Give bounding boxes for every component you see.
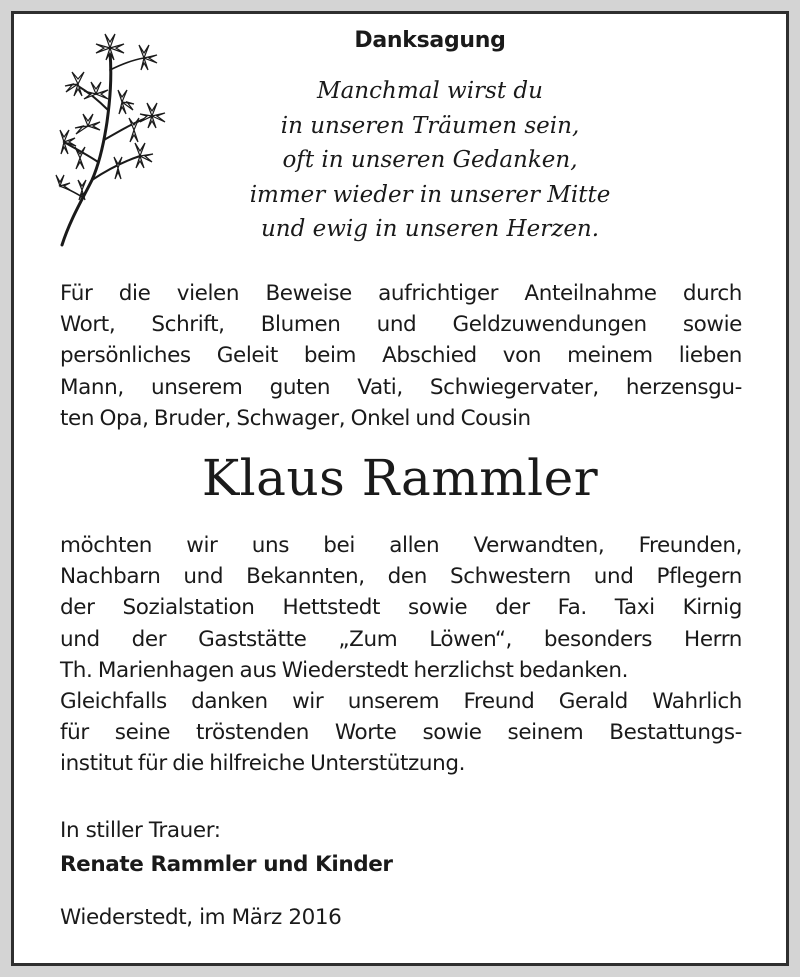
paragraph-line: möchten wir uns bei allen Verwandten, Freunden, [60, 533, 742, 558]
thanks-paragraph-intro [60, 278, 742, 434]
thanks-paragraph-body [60, 530, 742, 780]
signature-intro: In stiller Trauer: [60, 818, 221, 843]
paragraph-line: der Sozialstation Hettstedt sowie der Fa. Taxi Kirnig [60, 595, 742, 621]
poem-verse [205, 74, 655, 247]
forsythia-branch-icon [52, 30, 182, 248]
poem-line: in unseren Träumen sein, [280, 112, 580, 139]
deceased-name: Klaus Rammler [201, 449, 599, 507]
paragraph-line: für seine tröstenden Worte sowie seinem Bestattungs- [60, 720, 742, 746]
poem-line: Manchmal wirst du [317, 78, 543, 104]
paragraph-line: institut für die hilfreiche Unterstützung. [60, 751, 466, 777]
paragraph-line: Th. Marienhagen aus Wiederstedt herzlichst bedanken. [60, 657, 629, 683]
paragraph-line: und der Gaststätte „Zum Löwen“, besonders Herrn [60, 626, 742, 652]
paragraph-line: ten Opa, Bruder, Schwager, Onkel und Cousin [60, 405, 531, 431]
poem-line: und ewig in unseren Herzen. [260, 216, 600, 242]
poem-line: oft in unseren Gedanken, [282, 147, 578, 173]
paragraph-line: Nachbarn und Bekannten, den Schwestern und Pflegern [60, 564, 742, 590]
notice-heading: Danksagung [354, 28, 506, 53]
place-and-date: Wiederstedt, im März 2016 [60, 905, 342, 930]
paragraph-line: Gleichfalls danken wir unserem Freund Gerald Wahrlich [60, 689, 742, 715]
paragraph-line: Mann, unserem guten Vati, Schwiegervater, herzensgu- [60, 374, 742, 400]
poem-line: immer wieder in unserer Mitte [249, 181, 611, 208]
signature-names: Renate Rammler und Kinder [60, 852, 393, 877]
paragraph-line: Für die vielen Beweise aufrichtiger Anteilnahme durch [60, 281, 742, 306]
paragraph-line: Wort, Schrift, Blumen und Geldzuwendungen sowie [60, 312, 742, 338]
paragraph-line: persönliches Geleit beim Abschied von meinem lieben [60, 343, 742, 369]
